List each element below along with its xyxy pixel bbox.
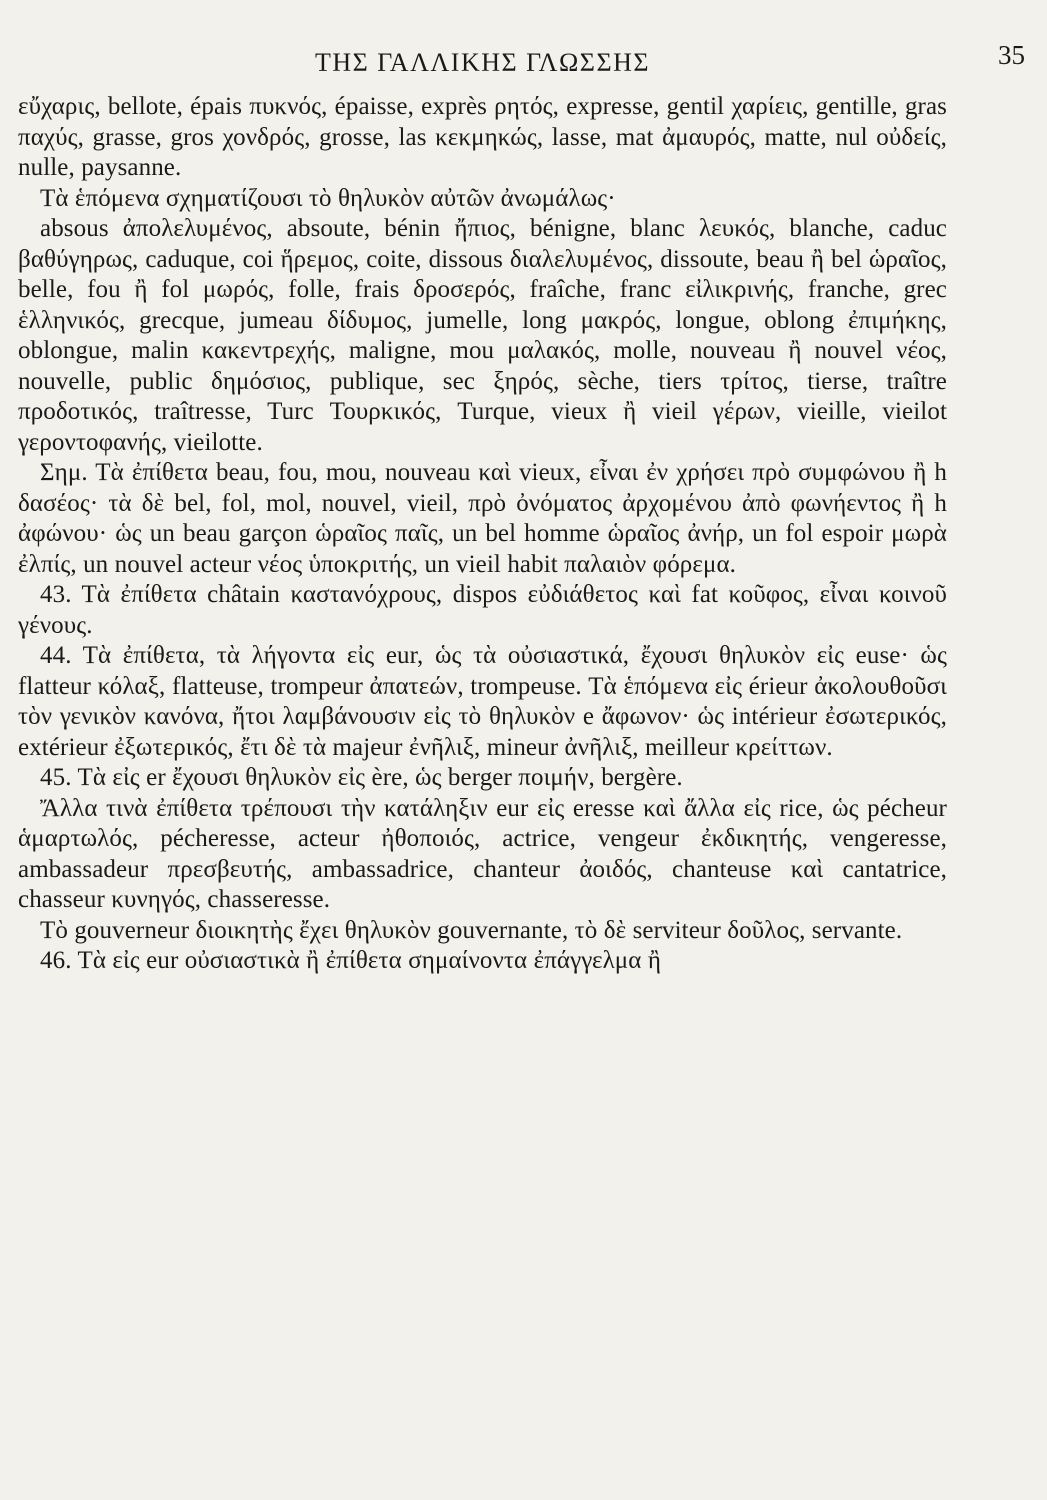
paragraph-gouverneur: Τὸ gouverneur διοικητὴς ἔχει θηλυκὸν gouvernante, τὸ δὲ serviteur δοῦλος, servante. bbox=[40, 916, 903, 944]
paragraph-section-45: 45. Τὰ εἰς er ἔχουσι θηλυκὸν εἰς ère, ὡς berger ποιμήν, bergère. bbox=[40, 764, 683, 791]
running-title: ΤΗΣ ΓΑΛΛΙΚΗΣ ΓΛΩΣΣΗΣ bbox=[315, 48, 650, 77]
page-number: 35 bbox=[998, 40, 1025, 70]
paragraph-irregular-feminine-intro: Τὰ ἑπόμενα σχηματίζουσι τὸ θηλυκὸν αὐτῶν ἀνωμάλως· bbox=[40, 184, 616, 212]
paragraph-section-46: 46. Τὰ εἰς eur οὐσιαστικὰ ἢ ἐπίθετα σημαίνοντα ἐπάγγελμα ἢ bbox=[40, 947, 662, 974]
body-text bbox=[18, 92, 947, 977]
paragraph-continuation: εὔχαρις, bellote, épais πυκνός, épaisse, exprès ρητός, expresse, gentil χαρίεις, gentille, gras παχύς, grasse, gros χονδρός, grosse, las κεκμηκώς, lasse, mat ἀμαυρός, matte, nul οὐδείς, nulle, paysanne. bbox=[18, 93, 947, 181]
running-head bbox=[18, 20, 1025, 77]
paragraph-eresse-rice: Ἄλλα τινὰ ἐπίθετα τρέπουσι τὴν κατάληξιν eur εἰς eresse καὶ ἄλλα εἰς rice, ὡς pécheur ἁμαρτωλός, pécheresse, acteur ἠθοποιός, actrice, vengeur ἐκδικητής, vengeresse, ambassadeur πρεσβευτής, ambassadrice, chanteur ἀοιδός, chanteuse καὶ cantatrice, chasseur κυνηγός, chasseresse. bbox=[18, 794, 947, 913]
paragraph-irregular-feminine-list: absous ἀπολελυμένος, absoute, bénin ἤπιος, bénigne, blanc λευκός, blanche, caduc βαθύγηρως, caduque, coi ἥρεμος, coite, dissous διαλελυμένος, dissoute, beau ἢ bel ὡραῖος, belle, fou ἢ fol μωρός, folle, frais δροσερός, fraîche, franc εἰλικρινής, franche, grec ἑλληνικός, grecque, jumeau δίδυμος, jumelle, long μακρός, longue, oblong ἐπιμήκης, oblongue, malin κακεντρεχής, maligne, mou μαλακός, molle, nouveau ἢ nouvel νέος, nouvelle, public δημόσιος, publique, sec ξηρός, sèche, tiers τρίτος, tierse, traître προδοτικός, traîtresse, Turc Τουρκικός, Turque, vieux ἢ vieil γέρων, vieille, vieilot γεροντοφανής, vieilotte. bbox=[18, 215, 947, 456]
paragraph-section-43: 43. Τὰ ἐπίθετα châtain καστανόχρους, dispos εὐδιάθετος καὶ fat κοῦφος, εἶναι κοινοῦ γένους. bbox=[18, 581, 947, 639]
paragraph-note: Σημ. Τὰ ἐπίθετα beau, fou, mou, nouveau καὶ vieux, εἶναι ἐν χρήσει πρὸ συμφώνου ἢ h δασέος· τὰ δὲ bel, fol, mol, nouvel, vieil, πρὸ ὀνόματος ἀρχομένου ἀπὸ φωνήεντος ἢ h ἀφώνου· ὡς un beau garçon ὡραῖος παῖς, un bel homme ὡραῖος ἀνήρ, un fol espoir μωρὰ ἐλπίς, un nouvel acteur νέος ὑποκριτής, un vieil habit παλαιὸν φόρεμα. bbox=[18, 459, 947, 578]
paragraph-section-44: 44. Τὰ ἐπίθετα, τὰ λήγοντα εἰς eur, ὡς τὰ οὐσιαστικά, ἔχουσι θηλυκὸν εἰς euse· ὡς flatteur κόλαξ, flatteuse, trompeur ἀπατεών, trompeuse. Τὰ ἑπόμενα εἰς érieur ἀκολουθοῦσι τὸν γενικὸν κανόνα, ἤτοι λαμβάνουσιν εἰς τὸ θηλυκὸν e ἄφωνον· ὡς intérieur ἐσωτερικός, extérieur ἐξωτερικός, ἔτι δὲ τὰ majeur ἐνῆλιξ, mineur ἀνῆλιξ, meilleur κρείττων. bbox=[18, 642, 947, 761]
